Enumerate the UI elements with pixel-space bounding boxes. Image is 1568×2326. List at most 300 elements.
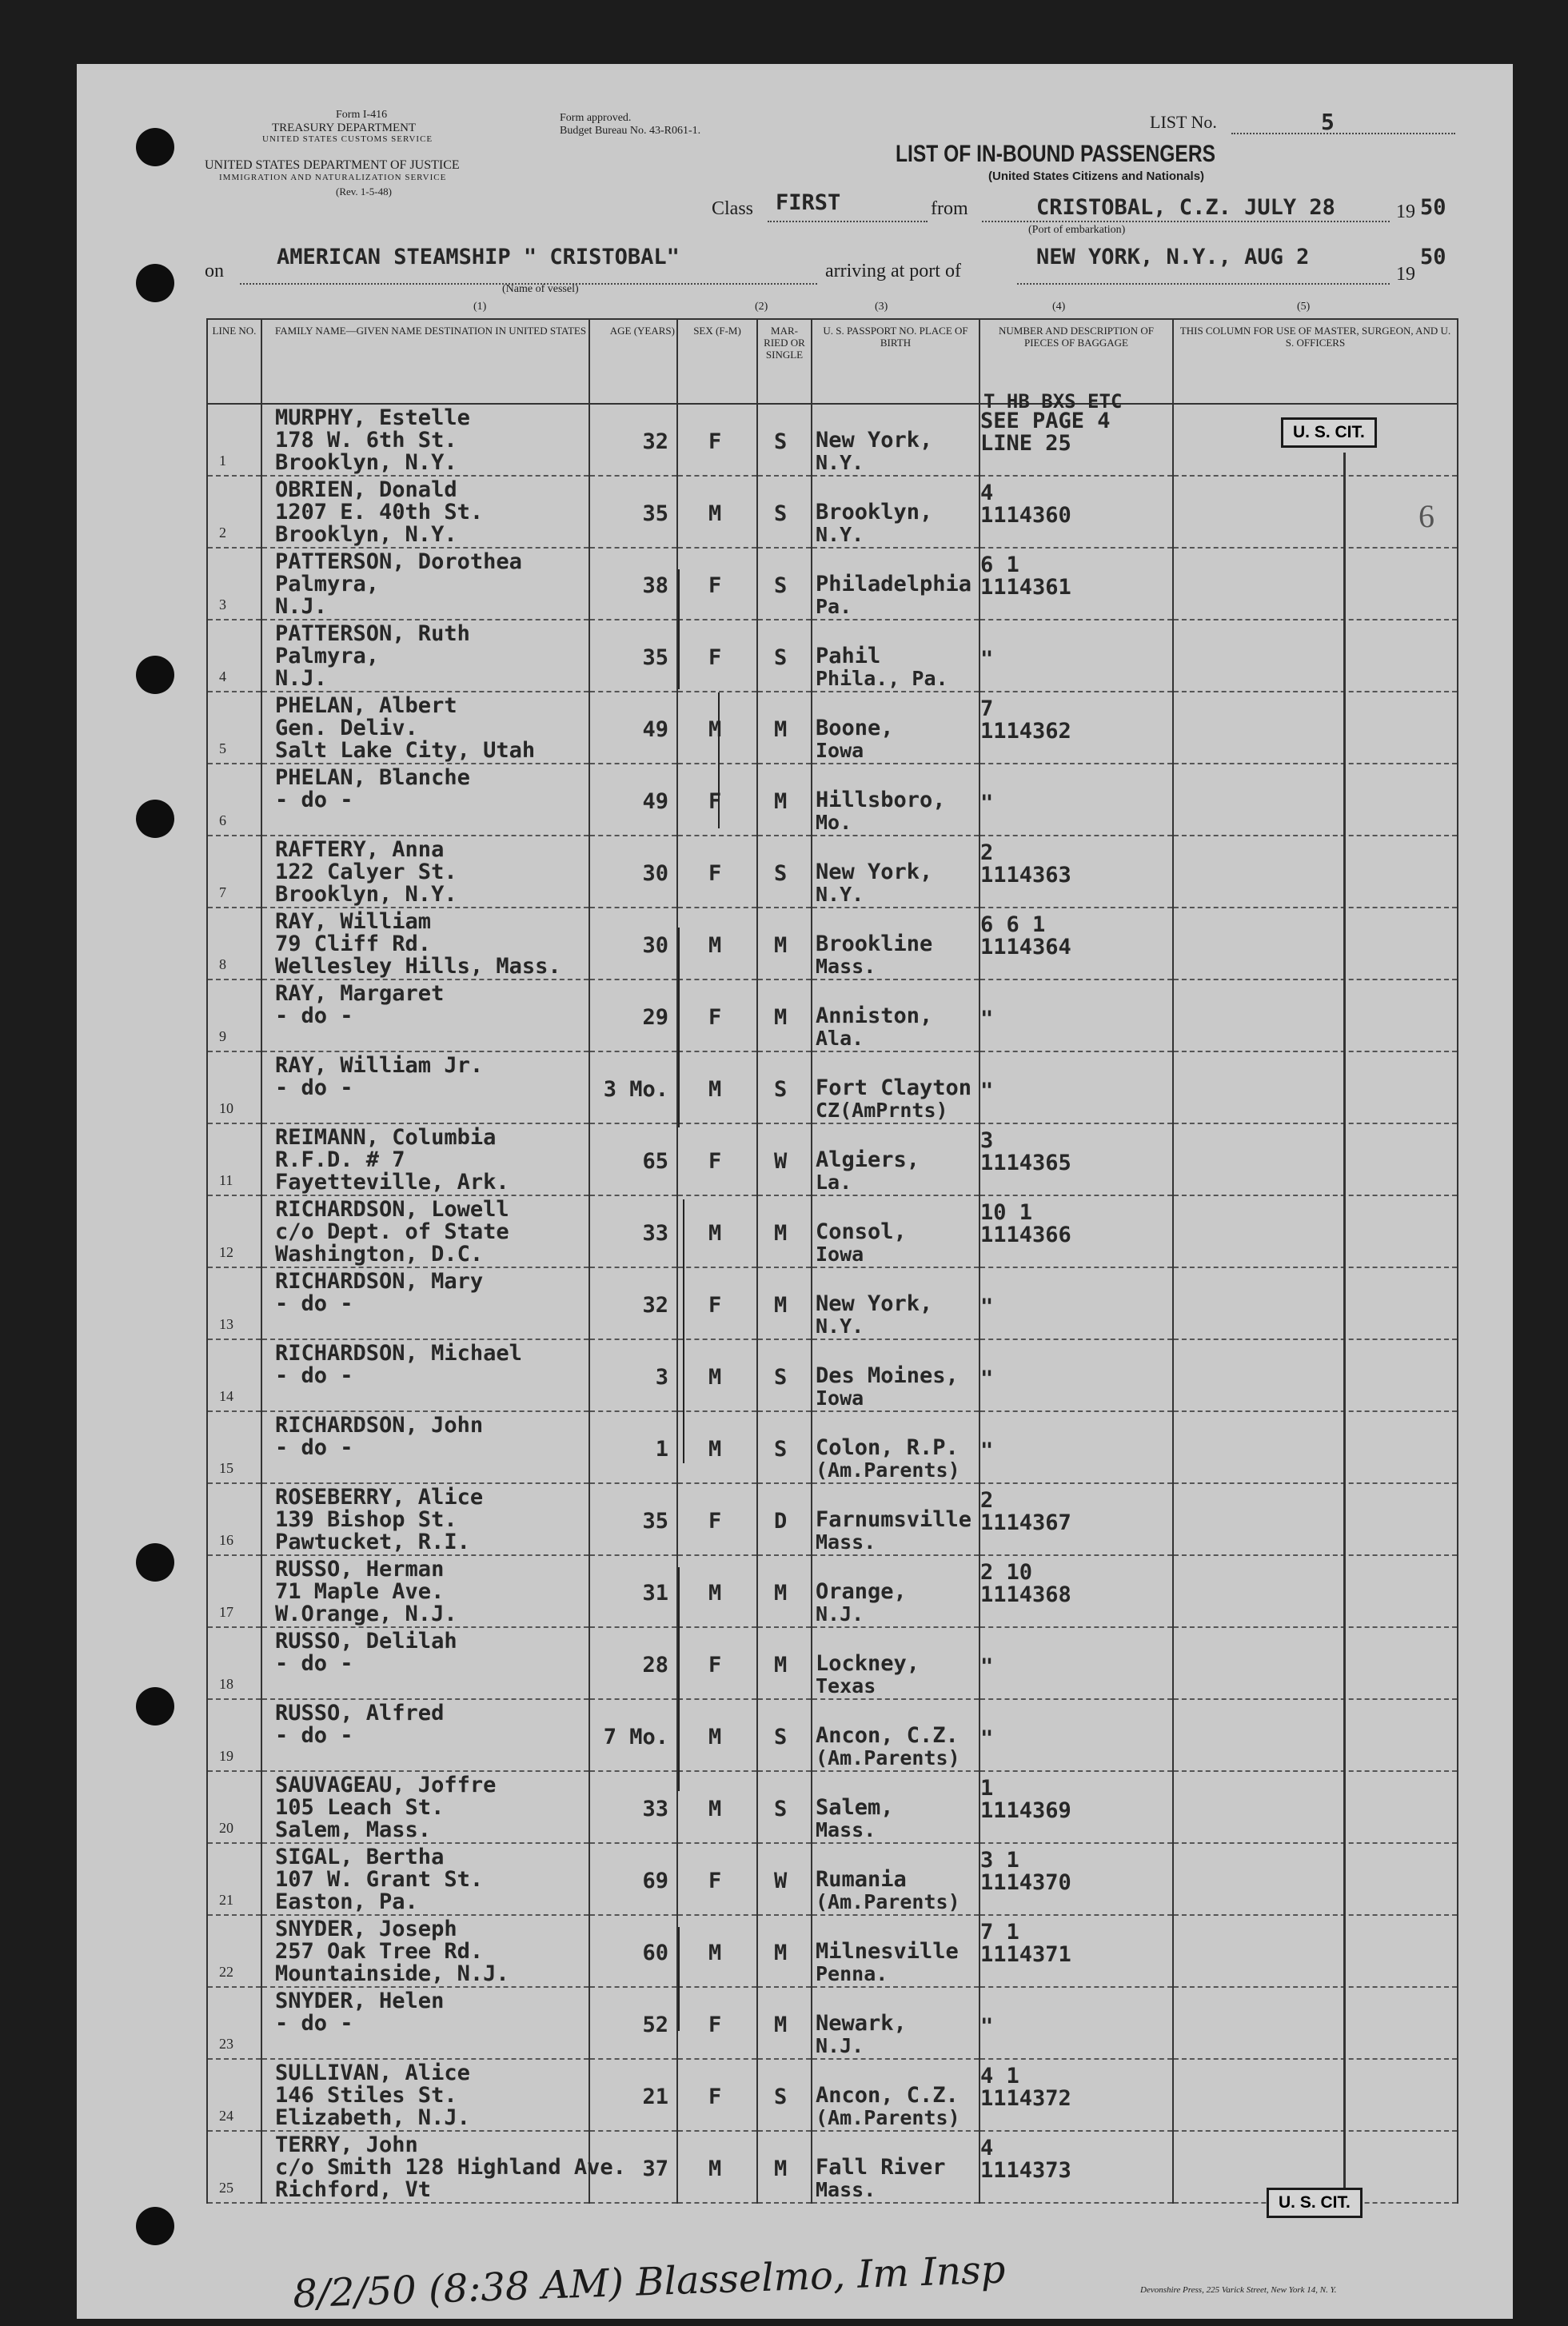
passenger-city: Salem, Mass. [275, 1817, 432, 1842]
passenger-table [206, 318, 1458, 2204]
passenger-age: 49 [642, 789, 668, 814]
cell-line [207, 1339, 261, 1411]
passenger-name: OBRIEN, Donald [275, 477, 457, 502]
cell-name [261, 1987, 589, 2059]
cell-name [261, 404, 589, 476]
birth-place-2: Mo. [816, 811, 852, 834]
cell-officer [1173, 1267, 1458, 1339]
cell-baggage [980, 1051, 1173, 1123]
passenger-city: N.J. [275, 594, 328, 619]
passenger-age: 31 [642, 1581, 668, 1606]
passenger-name: MURPHY, Estelle [275, 405, 470, 430]
passenger-name: SIGAL, Bertha [275, 1845, 445, 1869]
passenger-marital: S [774, 1725, 788, 1749]
passenger-marital: M [774, 1941, 788, 1965]
table-row [207, 1339, 1458, 1411]
cell-sex [677, 404, 757, 476]
cell-birth [812, 404, 980, 476]
col-header-passport: U. S. PASSPORT NO. PLACE OF BIRTH [812, 319, 980, 404]
passenger-name: RICHARDSON, Michael [275, 1341, 522, 1366]
birth-place: Algiers, [816, 1147, 920, 1172]
officer-column-line [1343, 453, 1346, 2188]
line-number: 5 [219, 740, 226, 756]
birth-place-2: N.Y. [816, 883, 864, 906]
cell-baggage [980, 620, 1173, 692]
cell-sex [677, 1483, 757, 1555]
cell-sex [677, 908, 757, 979]
passenger-age: 33 [642, 1797, 668, 1821]
cell-name [261, 1195, 589, 1267]
class-line [768, 221, 928, 222]
cell-age [589, 1267, 677, 1339]
birth-place: Salem, [816, 1795, 894, 1820]
passenger-address: - do - [275, 1003, 353, 1028]
passenger-address: Palmyra, [275, 644, 380, 668]
passenger-sex: F [708, 2013, 722, 2037]
cell-name [261, 1627, 589, 1699]
cell-officer [1173, 476, 1458, 548]
arriving-line [1017, 283, 1390, 285]
passenger-age: 35 [642, 645, 668, 670]
cell-birth [812, 476, 980, 548]
cell-baggage [980, 979, 1173, 1051]
passenger-age: 7 Mo. [603, 1725, 668, 1749]
baggage-number: 1114369 [980, 1798, 1071, 1823]
cell-officer [1173, 548, 1458, 620]
us-citizen-stamp-top: U. S. CIT. [1281, 417, 1377, 448]
line-number: 13 [219, 1316, 233, 1332]
cell-married [757, 2131, 812, 2203]
passenger-marital: M [774, 1005, 788, 1030]
baggage-number: 1114368 [980, 1582, 1071, 1607]
passenger-sex: F [708, 1509, 722, 1534]
baggage-number: 1114373 [980, 2158, 1071, 2183]
from-line [982, 221, 1390, 222]
birth-place: New York, [816, 428, 933, 453]
cell-baggage [980, 1339, 1173, 1411]
cell-baggage [980, 1627, 1173, 1699]
birth-place: Pahil [816, 644, 881, 668]
passenger-city: Wellesley Hills, Mass. [275, 954, 561, 979]
passenger-sex: F [708, 429, 722, 454]
passenger-address: 178 W. 6th St. [275, 428, 457, 453]
birth-place-2: Phila., Pa. [816, 667, 948, 690]
cell-sex [677, 692, 757, 764]
table-row [207, 836, 1458, 908]
cell-birth [812, 836, 980, 908]
passenger-age: 37 [642, 2156, 668, 2181]
cell-officer [1173, 2059, 1458, 2131]
cell-baggage [980, 1771, 1173, 1843]
cell-line [207, 1987, 261, 2059]
passenger-address: - do - [275, 1435, 353, 1460]
cell-officer [1173, 1483, 1458, 1555]
baggage-count: 2 [980, 1488, 994, 1513]
punch-hole [136, 1687, 174, 1726]
baggage-number: 1114371 [980, 1942, 1071, 1967]
cell-married [757, 1843, 812, 1915]
cell-line [207, 1411, 261, 1483]
table-row [207, 1411, 1458, 1483]
line-number: 25 [219, 2180, 233, 2196]
cell-name [261, 908, 589, 979]
cell-birth [812, 1987, 980, 2059]
printer-imprint: Devonshire Press, 225 Varick Street, New York 14, N. Y. [1140, 2285, 1337, 2295]
line-number: 1 [219, 453, 226, 469]
baggage-number: 1114372 [980, 2086, 1071, 2111]
birth-place: Newark, [816, 2011, 907, 2036]
cell-age [589, 404, 677, 476]
passenger-sex: M [708, 2156, 722, 2181]
passenger-age: 3 [655, 1365, 668, 1390]
year-2: 50 [1420, 245, 1446, 269]
passenger-name: RICHARDSON, Lowell [275, 1197, 509, 1222]
passenger-sex: M [708, 1365, 722, 1390]
table-row [207, 979, 1458, 1051]
baggage-count: 7 [980, 696, 994, 721]
cell-officer [1173, 1411, 1458, 1483]
cell-officer [1173, 1699, 1458, 1771]
passenger-marital: M [774, 1581, 788, 1606]
passenger-address: 105 Leach St. [275, 1795, 445, 1820]
baggage-types: T HB BXS ETC [983, 390, 1123, 413]
passenger-marital: M [774, 2156, 788, 2181]
passenger-sex: F [708, 861, 722, 886]
line-number: 23 [219, 2036, 233, 2052]
cell-married [757, 1915, 812, 1987]
cell-baggage [980, 476, 1173, 548]
cell-baggage [980, 1699, 1173, 1771]
cell-name [261, 1267, 589, 1339]
cell-sex [677, 764, 757, 836]
passenger-address: R.F.D. # 7 [275, 1147, 405, 1172]
passenger-marital: S [774, 1437, 788, 1462]
cell-birth [812, 548, 980, 620]
cell-sex [677, 1771, 757, 1843]
cell-married [757, 1123, 812, 1195]
cell-birth [812, 2131, 980, 2203]
birth-place: Fort Clayton [816, 1075, 972, 1100]
birth-place-2: (Am.Parents) [816, 1890, 960, 1913]
line-number: 15 [219, 1460, 233, 1476]
line-number: 6 [219, 812, 226, 828]
passenger-address: - do - [275, 1363, 353, 1388]
passenger-name: SAUVAGEAU, Joffre [275, 1773, 497, 1797]
passenger-sex: M [708, 1941, 722, 1965]
passenger-sex: M [708, 1725, 722, 1749]
family-bracket [718, 692, 720, 828]
baggage-count: 4 [980, 481, 994, 505]
cell-line [207, 1699, 261, 1771]
cell-line [207, 1555, 261, 1627]
col-header-age: AGE (YEARS) [589, 319, 677, 404]
col-num-5: (5) [1297, 301, 1311, 313]
form-number: Form I-416 [336, 109, 388, 121]
table-row [207, 404, 1458, 476]
passenger-marital: M [774, 1653, 788, 1678]
birth-place-2: Penna. [816, 1962, 888, 1985]
passenger-marital: M [774, 1293, 788, 1318]
passenger-address: - do - [275, 1651, 353, 1676]
cell-line [207, 979, 261, 1051]
punch-hole [136, 128, 174, 166]
family-bracket [678, 1567, 680, 1791]
punch-hole [136, 264, 174, 302]
cell-married [757, 1339, 812, 1411]
birth-place-2: Iowa [816, 1243, 864, 1266]
treasury-dept: TREASURY DEPARTMENT [272, 122, 417, 134]
cell-birth [812, 979, 980, 1051]
cell-name [261, 2059, 589, 2131]
cell-age [589, 1483, 677, 1555]
baggage-number: 1114366 [980, 1223, 1071, 1247]
line-number: 7 [219, 884, 226, 900]
table-row [207, 1123, 1458, 1195]
cell-married [757, 836, 812, 908]
cell-name [261, 1411, 589, 1483]
cell-name [261, 620, 589, 692]
passenger-age: 33 [642, 1221, 668, 1246]
baggage-count: 6 6 1 [980, 912, 1046, 937]
baggage-number: 1114363 [980, 863, 1071, 888]
passenger-name: PHELAN, Albert [275, 693, 457, 718]
passenger-address: 257 Oak Tree Rd. [275, 1939, 484, 1964]
col-header-officers: THIS COLUMN FOR USE OF MASTER, SURGEON, AND U. S. OFFICERS [1173, 319, 1458, 404]
passenger-city: Pawtucket, R.I. [275, 1530, 470, 1554]
cell-baggage [980, 1195, 1173, 1267]
passenger-address: c/o Smith 128 Highland Ave. [275, 2155, 626, 2180]
birth-place-2: N.J. [816, 2034, 864, 2057]
passenger-age: 21 [642, 2085, 668, 2109]
birth-place-2: Pa. [816, 595, 852, 618]
cell-baggage [980, 1411, 1173, 1483]
birth-place: Orange, [816, 1579, 907, 1604]
line-number: 11 [219, 1172, 233, 1188]
passenger-sex: M [708, 933, 722, 958]
cell-age [589, 1123, 677, 1195]
cell-officer [1173, 620, 1458, 692]
passenger-marital: S [774, 501, 788, 526]
port-embarkation-caption: (Port of embarkation) [1028, 224, 1126, 236]
passenger-name: REIMANN, Columbia [275, 1125, 497, 1150]
passenger-sex: F [708, 2085, 722, 2109]
passenger-name: SNYDER, Joseph [275, 1917, 457, 1941]
passenger-sex: M [708, 717, 722, 742]
cell-age [589, 1051, 677, 1123]
baggage-number: 1114361 [980, 575, 1071, 600]
birth-place-2: CZ(AmPrnts) [816, 1099, 948, 1122]
cell-married [757, 908, 812, 979]
passenger-marital: M [774, 1221, 788, 1246]
cell-name [261, 548, 589, 620]
cell-name [261, 692, 589, 764]
cell-birth [812, 1195, 980, 1267]
passenger-age: 30 [642, 861, 668, 886]
family-bracket [678, 928, 680, 1127]
passenger-city: Brooklyn, N.Y. [275, 522, 457, 547]
cell-officer [1173, 836, 1458, 908]
passenger-age: 65 [642, 1149, 668, 1174]
passenger-marital: S [774, 1077, 788, 1102]
cell-line [207, 476, 261, 548]
col-header-name: FAMILY NAME—GIVEN NAME DESTINATION IN UNITED STATES [261, 319, 589, 404]
passenger-age: 29 [642, 1005, 668, 1030]
line-number: 3 [219, 596, 226, 612]
passenger-address: 1207 E. 40th St. [275, 500, 484, 525]
list-no-label: LIST No. [1150, 112, 1217, 132]
birth-place-2: Iowa [816, 1386, 864, 1410]
baggage-number: 1114367 [980, 1510, 1071, 1535]
baggage-number: 1114370 [980, 1870, 1071, 1895]
cell-baggage [980, 908, 1173, 979]
cell-baggage [980, 2059, 1173, 2131]
us-citizen-stamp-bottom: U. S. CIT. [1267, 2188, 1363, 2218]
cell-age [589, 908, 677, 979]
cell-baggage [980, 1555, 1173, 1627]
passenger-age: 35 [642, 501, 668, 526]
cell-line [207, 692, 261, 764]
cell-line [207, 1051, 261, 1123]
passenger-name: SNYDER, Helen [275, 1989, 445, 2013]
passenger-city: Elizabeth, N.J. [275, 2105, 470, 2130]
table-row [207, 1051, 1458, 1123]
cell-line [207, 1627, 261, 1699]
year-prefix-2: 19 [1396, 264, 1415, 285]
cell-line [207, 1843, 261, 1915]
cell-baggage [980, 1267, 1173, 1339]
passenger-marital: M [774, 933, 788, 958]
cell-age [589, 1771, 677, 1843]
birth-place-2: La. [816, 1171, 852, 1194]
baggage-number: LINE 25 [980, 431, 1071, 456]
passenger-name: RAFTERY, Anna [275, 837, 445, 862]
passenger-city: Washington, D.C. [275, 1242, 484, 1267]
cell-married [757, 1483, 812, 1555]
cell-officer [1173, 979, 1458, 1051]
cell-baggage [980, 836, 1173, 908]
arriving-label: arriving at port of [825, 261, 961, 281]
passenger-sex: F [708, 1005, 722, 1030]
cell-sex [677, 1627, 757, 1699]
cell-officer [1173, 1555, 1458, 1627]
passenger-name: RUSSO, Alfred [275, 1701, 445, 1726]
passenger-name: PATTERSON, Dorothea [275, 549, 522, 574]
birth-place-2: (Am.Parents) [816, 1746, 960, 1769]
cell-sex [677, 1555, 757, 1627]
line-number: 24 [219, 2108, 233, 2124]
cell-officer [1173, 1051, 1458, 1123]
form-approved: Form approved. [560, 112, 632, 124]
col-num-1: (1) [473, 301, 487, 313]
cell-name [261, 1123, 589, 1195]
passenger-age: 1 [655, 1437, 668, 1462]
table-row [207, 1627, 1458, 1699]
line-number: 20 [219, 1820, 233, 1836]
cell-age [589, 692, 677, 764]
family-bracket [683, 1199, 684, 1463]
col-header-baggage-label: NUMBER AND DESCRIPTION OF PIECES OF BAGGAGE [999, 325, 1154, 349]
cell-name [261, 1699, 589, 1771]
birth-place: Lockney, [816, 1651, 920, 1676]
baggage-number: " [980, 791, 994, 816]
line-number: 21 [219, 1892, 233, 1908]
birth-place-2: N.Y. [816, 1315, 864, 1338]
cell-name [261, 979, 589, 1051]
margin-note: 6 [1418, 498, 1434, 534]
cell-sex [677, 1339, 757, 1411]
passenger-address: 139 Bishop St. [275, 1507, 457, 1532]
birth-place: Fall River [816, 2155, 946, 2180]
vessel-caption: (Name of vessel) [502, 283, 579, 295]
birth-place: Consol, [816, 1219, 907, 1244]
cell-married [757, 2059, 812, 2131]
baggage-number: " [980, 1654, 994, 1679]
cell-age [589, 1627, 677, 1699]
passenger-marital: D [774, 1509, 788, 1534]
table-row [207, 476, 1458, 548]
cell-birth [812, 1051, 980, 1123]
cell-baggage [980, 1483, 1173, 1555]
baggage-count: 3 [980, 1128, 994, 1153]
passenger-age: 32 [642, 1293, 668, 1318]
passenger-sex: F [708, 1149, 722, 1174]
birth-place: Boone, [816, 716, 894, 740]
cell-name [261, 476, 589, 548]
table-row [207, 1195, 1458, 1267]
birth-place-2: (Am.Parents) [816, 2106, 960, 2129]
cell-officer [1173, 1627, 1458, 1699]
cell-age [589, 2059, 677, 2131]
baggage-number: " [980, 1079, 994, 1103]
cell-officer [1173, 1123, 1458, 1195]
cell-name [261, 2131, 626, 2203]
passenger-marital: M [774, 789, 788, 814]
col-header-sex: SEX (F-M) [677, 319, 757, 404]
cell-baggage [980, 1123, 1173, 1195]
table-row [207, 1555, 1458, 1627]
cell-name [261, 1771, 589, 1843]
birth-place-2: Iowa [816, 739, 864, 762]
baggage-number: " [980, 1366, 994, 1391]
cell-married [757, 979, 812, 1051]
cell-birth [812, 1267, 980, 1339]
cell-married [757, 692, 812, 764]
cell-line [207, 1483, 261, 1555]
cell-age [589, 979, 677, 1051]
immigration-service: IMMIGRATION AND NATURALIZATION SERVICE [219, 173, 447, 182]
baggage-count: 3 1 [980, 1848, 1019, 1873]
baggage-count: 4 [980, 2136, 994, 2160]
birth-place-2: Ala. [816, 1027, 864, 1050]
cell-birth [812, 1627, 980, 1699]
line-number: 18 [219, 1676, 233, 1692]
col-num-3: (3) [875, 301, 888, 313]
year-prefix-1: 19 [1396, 201, 1415, 222]
cell-baggage [980, 1843, 1173, 1915]
passenger-marital: S [774, 2085, 788, 2109]
birth-place-2: N.Y. [816, 523, 864, 546]
table-row [207, 1843, 1458, 1915]
cell-age [589, 2131, 677, 2203]
justice-dept: UNITED STATES DEPARTMENT OF JUSTICE [205, 158, 460, 172]
cell-birth [812, 1555, 980, 1627]
passenger-sex: M [708, 1581, 722, 1606]
baggage-number: " [980, 1007, 994, 1031]
col-header-line: LINE NO. [207, 319, 261, 404]
line-number: 19 [219, 1748, 233, 1764]
cell-name [261, 1339, 589, 1411]
passenger-age: 30 [642, 933, 668, 958]
